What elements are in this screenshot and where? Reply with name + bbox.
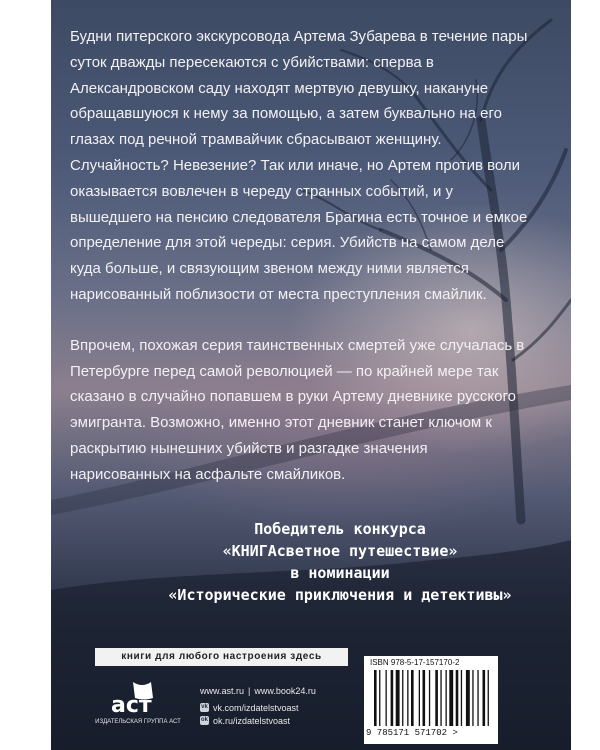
site-links-row bbox=[200, 684, 316, 697]
logo-text: аст bbox=[111, 693, 152, 718]
ok-icon: ok bbox=[200, 717, 208, 723]
barcode-box bbox=[364, 656, 498, 744]
barcode-icon bbox=[374, 670, 492, 728]
award-line-3: в номинации bbox=[290, 564, 390, 582]
vk-icon: vk bbox=[201, 704, 208, 710]
award-line-4: «Исторические приключения и детективы» bbox=[168, 586, 512, 604]
book-description bbox=[70, 24, 530, 488]
back-cover bbox=[51, 0, 571, 750]
award-block bbox=[150, 518, 530, 606]
ok-link[interactable]: ok.ru/izdatelstvoast bbox=[213, 715, 291, 726]
award-line-1: Победитель конкурса bbox=[254, 520, 426, 538]
site-link-book24[interactable]: www.book24.ru bbox=[254, 685, 316, 696]
vk-link[interactable]: vk.com/izdatelstvoast bbox=[213, 702, 299, 713]
isbn-text: ISBN 978-5-17-157170-2 bbox=[370, 658, 460, 667]
ast-logo-icon bbox=[93, 676, 183, 744]
site-separator: | bbox=[248, 685, 251, 696]
publisher-caption: ИЗДАТЕЛЬСКАЯ ГРУППА АСТ bbox=[95, 719, 181, 725]
ok-row bbox=[200, 714, 316, 727]
vk-row bbox=[200, 701, 316, 714]
site-link-ast[interactable]: www.ast.ru bbox=[200, 685, 245, 696]
description-paragraph-2: Впрочем, похожая серия таинственных смертей уже случалась в Петербурге перед самой революцией — по крайней мере так сказано в случайно попавшем в руки Артему дневнике русского эмигранта. Возможно, именно этот дневник станет ключом к раскрытию нынешних убийств и разгадке значения нарисованных на асфальте смайликов. bbox=[70, 336, 525, 483]
publisher-links bbox=[200, 684, 316, 727]
barcode-digits: 9 785171 571702 > bbox=[366, 728, 458, 738]
publisher-tagline: книги для любого настроения здесь bbox=[95, 648, 348, 666]
description-paragraph-1: Будни питерского экскурсовода Артема Зубарева в течение пары суток дважды пересекаются с убийствами: сперва в Александровском саду находят мертвую девушку, накануне обращавшуюся к нему за помощью, а затем буквально на его глазах под речной трамвайчик сбрасывают женщину. Случайность? Невезение? Так или иначе, но Артем против воли оказывается вовлечен в череду странных событий, и у вышедшего на пенсию следователя Брагина есть точное и емкое определение для этой череды: серия. Убийств на самом деле куда больше, и связующим звеном между ними является нарисованный поблизости от места преступления смайлик. bbox=[70, 28, 528, 303]
award-line-2: «КНИГАсветное путешествие» bbox=[222, 542, 458, 560]
